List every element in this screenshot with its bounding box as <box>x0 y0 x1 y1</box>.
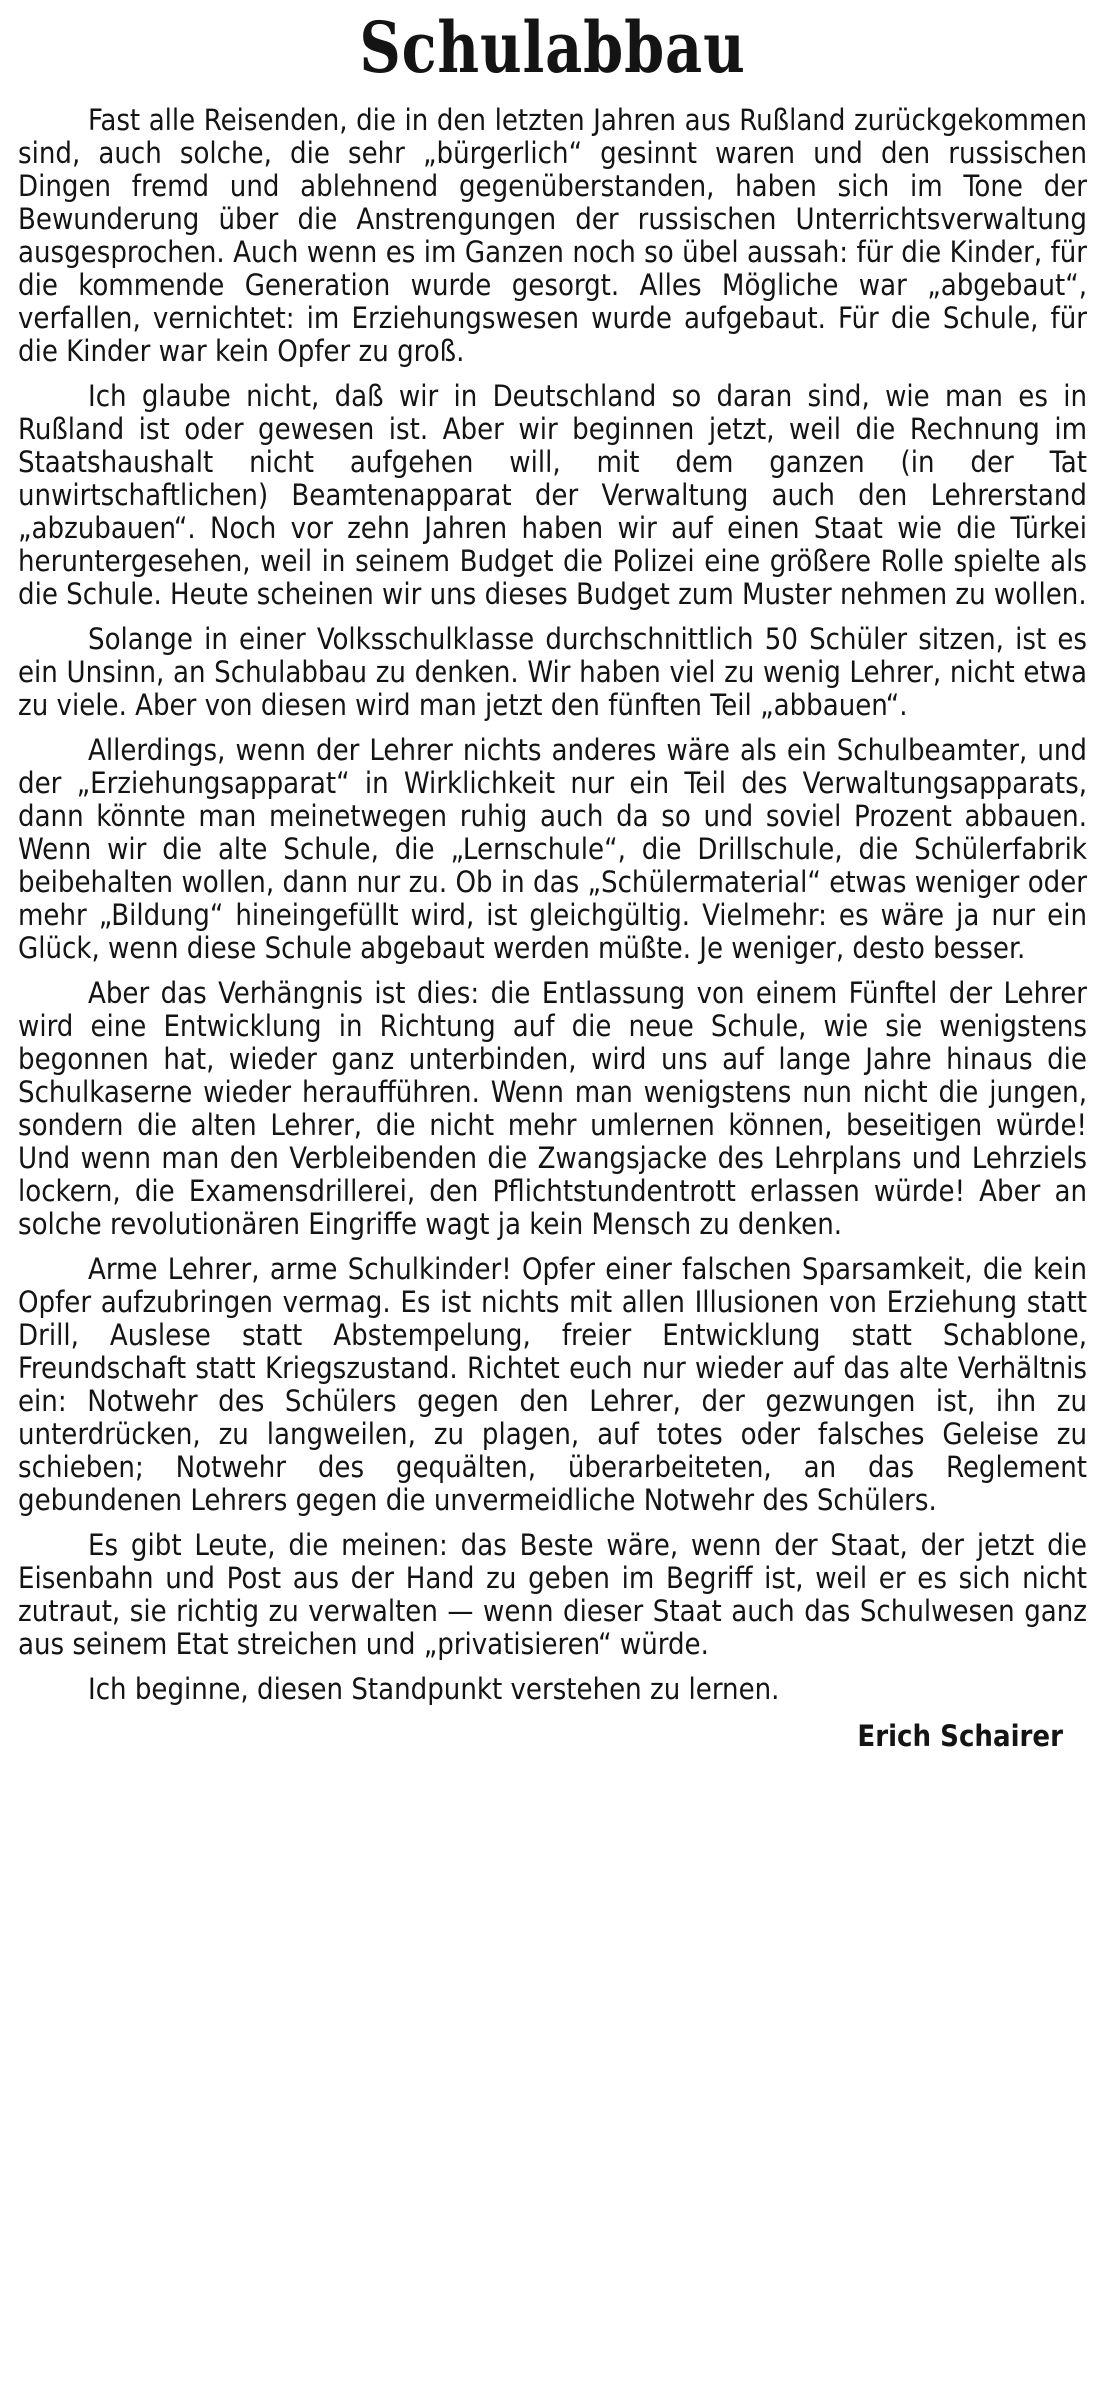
author-signature: Erich Schairer <box>857 1719 1063 1753</box>
article-title: Schulabbau <box>359 6 746 89</box>
article-paragraph: Solange in einer Volksschulklasse durchschnittlich 50 Schüler sitzen, ist es ein Unsinn, an Schulabbau zu denken. Wir haben viel zu wenig Lehrer, nicht etwa zu viele. Aber von diesen wird man jetzt den fünften Teil „abbauen“. <box>18 622 1087 722</box>
article-paragraph: Fast alle Reisenden, die in den letzten Jahren aus Rußland zurückgekommen sind, auch solche, die sehr „bürgerlich“ gesinnt waren und den russischen Dingen fremd und ablehnend gegenüberstanden, haben sich im Tone der Bewunderung über die Anstrengungen der russischen Unterrichtsverwaltung ausgesprochen. Auch wenn es im Ganzen noch so übel aussah: für die Kinder, für die kommende Generation wurde gesorgt. Alles Mögliche war „abgebaut“, verfallen, vernichtet: im Erziehungswesen wurde aufgebaut. Für die Schule, für die Kinder war kein Opfer zu groß. <box>18 103 1087 368</box>
article-paragraph: Arme Lehrer, arme Schulkinder! Opfer einer falschen Sparsamkeit, die kein Opfer aufzubringen vermag. Es ist nichts mit allen Illusionen von Erziehung statt Drill, Auslese statt Abstempelung, freier Entwicklung statt Schablone, Freundschaft statt Kriegszustand. Richtet euch nur wieder auf das alte Verhältnis ein: Notwehr des Schülers gegen den Lehrer, der gezwungen ist, ihn zu unterdrücken, zu langweilen, zu plagen, auf totes oder falsches Geleise zu schieben; Notwehr des gequälten, überarbeiteten, an das Reglement gebundenen Lehrers gegen die unvermeidliche Notwehr des Schülers. <box>18 1252 1087 1517</box>
article-paragraph: Ich beginne, diesen Standpunkt verstehen zu lernen. <box>88 1672 780 1706</box>
article-paragraph: Aber das Verhängnis ist dies: die Entlassung von einem Fünftel der Lehrer wird eine Entwicklung in Richtung auf die neue Schule, wie sie wenigstens begonnen hat, wieder ganz unterbinden, wird uns auf lange Jahre hinaus die Schulkaserne wieder heraufführen. Wenn man wenigstens nun nicht die jungen, sondern die alten Lehrer, die nicht mehr umlernen können, beseitigen würde! Und wenn man den Verbleibenden die Zwangsjacke des Lehrplans und Lehrziels lockern, die Examensdrillerei, den Pflichtstundentrott erlassen würde! Aber an solche revolutionären Eingriffe wagt ja kein Mensch zu denken. <box>18 976 1087 1241</box>
article-paragraph: Allerdings, wenn der Lehrer nichts anderes wäre als ein Schulbeamter, und der „Erziehungsapparat“ in Wirklichkeit nur ein Teil des Verwaltungsapparats, dann könnte man meinetwegen ruhig auch da so und soviel Prozent abbauen. Wenn wir die alte Schule, die „Lernschule“, die Drillschule, die Schülerfabrik beibehalten wollen, dann nur zu. Ob in das „Schülermaterial“ etwas weniger oder mehr „Bildung“ hineingefüllt wird, ist gleichgültig. Vielmehr: es wäre ja nur ein Glück, wenn diese Schule abgebaut werden müßte. Je weniger, desto besser. <box>18 733 1087 965</box>
article-paragraph: Ich glaube nicht, daß wir in Deutschland so daran sind, wie man es in Rußland ist oder gewesen ist. Aber wir beginnen jetzt, weil die Rechnung im Staatshaushalt nicht aufgehen will, mit dem ganzen (in der Tat unwirtschaftlichen) Beamtenapparat der Verwaltung auch den Lehrerstand „abzubauen“. Noch vor zehn Jahren haben wir auf einen Staat wie die Türkei heruntergesehen, weil in seinem Budget die Polizei eine größere Rolle spielte als die Schule. Heute scheinen wir uns dieses Budget zum Muster nehmen zu wollen. <box>18 379 1087 611</box>
article-body <box>18 104 1087 1706</box>
article-paragraph: Es gibt Leute, die meinen: das Beste wäre, wenn der Staat, der jetzt die Eisenbahn und Post aus der Hand zu geben im Begriff ist, weil er es sich nicht zutraut, sie richtig zu verwalten — wenn dieser Staat auch das Schulwesen ganz aus seinem Etat streichen und „privatisieren“ würde. <box>18 1528 1087 1661</box>
